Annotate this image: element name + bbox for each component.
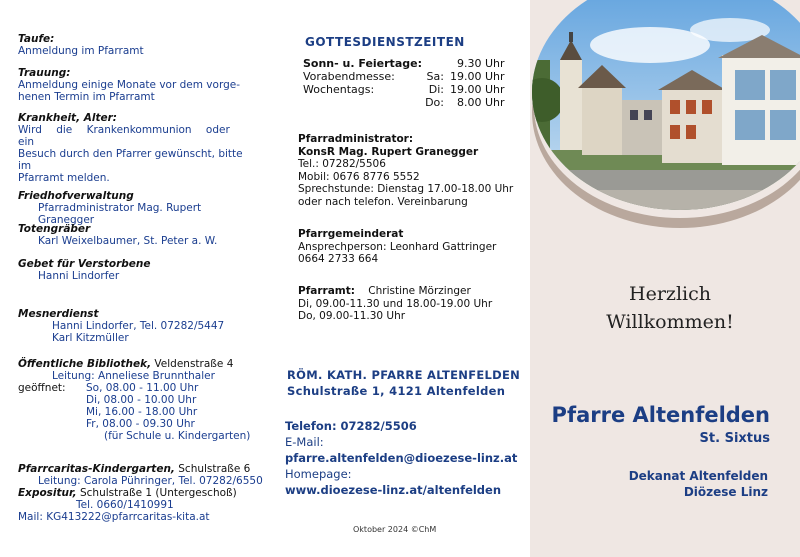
- gd-time: 8.00 Uhr: [456, 96, 505, 109]
- gd-label: Vorabendmesse:: [303, 70, 395, 83]
- krankheit-line: Pfarramt melden.: [18, 172, 110, 184]
- gebet-heading: Gebet für Verstorbene: [18, 258, 151, 270]
- friedhof-text: Pfarradministrator Mag. Rupert Granegger: [38, 202, 202, 226]
- trauung-line: henen Termin im Pfarramt: [18, 91, 155, 103]
- table-row: [303, 83, 505, 96]
- welcome-line: Willkommen!: [606, 311, 734, 333]
- contact-homepage-link[interactable]: www.dioezese-linz.at/altenfelden: [285, 483, 502, 497]
- bibliothek-section: [18, 358, 258, 442]
- krankheit-line: Besuch durch den Pfarrer gewünscht, bitte im: [18, 148, 243, 172]
- gottesdienst-title: GOTTESDIENSTZEITEN: [305, 35, 465, 49]
- bibliothek-leitung: Leitung: Anneliese Brunnthaler: [52, 370, 215, 382]
- dekanat-block: [629, 468, 768, 500]
- krankheit-line: Wird die Krankenkommunion oder ein: [18, 124, 230, 148]
- totengraeber-heading: Totengräber: [18, 223, 91, 235]
- right-panel: [530, 0, 800, 557]
- totengraeber-text: Karl Weixelbaumer, St. Peter a. W.: [38, 235, 218, 247]
- bibliothek-address: Veldenstraße 4: [151, 358, 234, 370]
- footer-date: Oktober 2024 ©ChM: [353, 525, 437, 534]
- church-photo-image: [530, 0, 800, 230]
- gebet-section: [18, 258, 243, 282]
- administrator-heading: Pfarradministrator:: [298, 133, 414, 145]
- pfarramt-section: [298, 285, 492, 323]
- bibliothek-open-label: geöffnet:: [18, 382, 66, 394]
- expositur-address: Schulstraße 1 (Untergeschoß): [76, 487, 237, 499]
- expositur-heading: Expositur,: [18, 487, 77, 499]
- gottesdienst-table: [303, 57, 505, 109]
- welcome-line: Herzlich: [629, 283, 711, 305]
- contact-email-link[interactable]: pfarre.altenfelden@dioezese-linz.at: [285, 451, 518, 465]
- trauung-heading: Trauung:: [18, 67, 71, 79]
- administrator-tel: Tel.: 07282/5506: [298, 158, 386, 170]
- totengraeber-section: [18, 223, 243, 247]
- pgr-line: 0664 2733 664: [298, 253, 379, 265]
- dioezese-name: Diözese Linz: [683, 485, 768, 499]
- trauung-line: Anmeldung einige Monate vor dem vorge-: [18, 79, 240, 91]
- taufe-heading: Taufe:: [18, 33, 55, 45]
- krankheit-heading: Krankheit, Alter:: [18, 112, 117, 124]
- mesner-line: Hanni Lindorfer, Tel. 07282/5447: [52, 320, 225, 332]
- contact-block: [285, 418, 517, 498]
- taufe-section: [18, 33, 243, 57]
- parish-name: Pfarre Altenfelden: [551, 403, 770, 427]
- kindergarten-tel: Tel. 0660/1410991: [76, 499, 174, 511]
- parish-address-line: Schulstraße 1, 4121 Altenfelden: [287, 384, 506, 398]
- friedhof-section: [18, 190, 243, 226]
- gebet-text: Hanni Lindorfer: [38, 270, 120, 282]
- bibliothek-hours: So, 08.00 - 11.00 Uhr: [86, 382, 199, 394]
- left-panel: [0, 0, 265, 557]
- dekanat-name: Dekanat Altenfelden: [628, 469, 768, 483]
- kindergarten-leitung: Leitung: Carola Pühringer, Tel. 07282/6550: [38, 475, 263, 487]
- contact-homepage-label: Homepage:: [285, 467, 352, 481]
- gd-day: Di:: [428, 83, 444, 96]
- kindergarten-section: [18, 463, 263, 523]
- pgr-heading: Pfarrgemeinderat: [298, 228, 404, 240]
- bibliothek-hours: Di, 08.00 - 10.00 Uhr: [86, 394, 197, 406]
- kindergarten-heading: Pfarrcaritas-Kindergarten,: [18, 463, 175, 475]
- pgr-section: [298, 228, 496, 266]
- krankheit-section: [18, 112, 243, 184]
- pfarramt-name: Christine Mörzinger: [354, 285, 471, 297]
- friedhof-heading: Friedhofverwaltung: [18, 190, 134, 202]
- administrator-name: KonsR Mag. Rupert Granegger: [298, 145, 479, 158]
- kindergarten-mail: Mail: KG413222@pfarrcaritas-kita.at: [18, 511, 210, 523]
- kindergarten-address: Schulstraße 6: [174, 463, 251, 475]
- gd-label: Sonn- u. Feiertage:: [303, 57, 422, 70]
- pgr-line: Ansprechperson: Leonhard Gattringer: [298, 240, 497, 253]
- parish-address-line: RÖM. KATH. PFARRE ALTENFELDEN: [287, 368, 521, 382]
- administrator-mobil: Mobil: 0676 8776 5552: [298, 170, 420, 183]
- mesner-line: Karl Kitzmüller: [52, 332, 129, 344]
- church-photo: [530, 0, 800, 230]
- pfarramt-heading: Pfarramt:: [298, 285, 355, 297]
- mesner-section: [18, 308, 243, 344]
- gd-day: [422, 57, 444, 70]
- taufe-text: Anmeldung im Pfarramt: [18, 45, 144, 57]
- gd-label: [303, 96, 422, 109]
- bibliothek-hours: Mi, 16.00 - 18.00 Uhr: [86, 406, 198, 418]
- mesner-heading: Mesnerdienst: [18, 308, 99, 320]
- middle-panel: [265, 0, 530, 557]
- table-row: [303, 70, 505, 83]
- gd-time: 9.30 Uhr: [456, 57, 505, 70]
- table-row: [303, 96, 505, 109]
- parish-saint: St. Sixtus: [699, 431, 770, 446]
- welcome-text: [590, 280, 750, 336]
- gd-time: 19.00 Uhr: [449, 70, 505, 83]
- bibliothek-heading: Öffentliche Bibliothek,: [18, 358, 152, 370]
- bibliothek-note: (für Schule u. Kindergarten): [104, 430, 251, 442]
- gd-time: 19.00 Uhr: [449, 83, 505, 96]
- table-row: [303, 57, 505, 70]
- gd-label: Wochentags:: [303, 83, 375, 96]
- administrator-sprechstunde: oder nach telefon. Vereinbarung: [298, 195, 468, 208]
- administrator-sprechstunde: Sprechstunde: Dienstag 17.00-18.00 Uhr: [298, 183, 514, 195]
- pfarramt-line: Di, 09.00-11.30 und 18.00-19.00 Uhr: [298, 297, 493, 310]
- gd-day: Sa:: [426, 70, 444, 83]
- parish-address: [287, 367, 520, 399]
- contact-email-label: E-Mail:: [285, 435, 324, 449]
- gd-day: Do:: [425, 96, 444, 109]
- administrator-section: [298, 133, 513, 208]
- pfarramt-line: Do, 09.00-11.30 Uhr: [298, 310, 406, 322]
- trauung-section: [18, 67, 243, 103]
- contact-telefon: Telefon: 07282/5506: [285, 419, 417, 433]
- bibliothek-hours: Fr, 08.00 - 09.30 Uhr: [86, 418, 195, 430]
